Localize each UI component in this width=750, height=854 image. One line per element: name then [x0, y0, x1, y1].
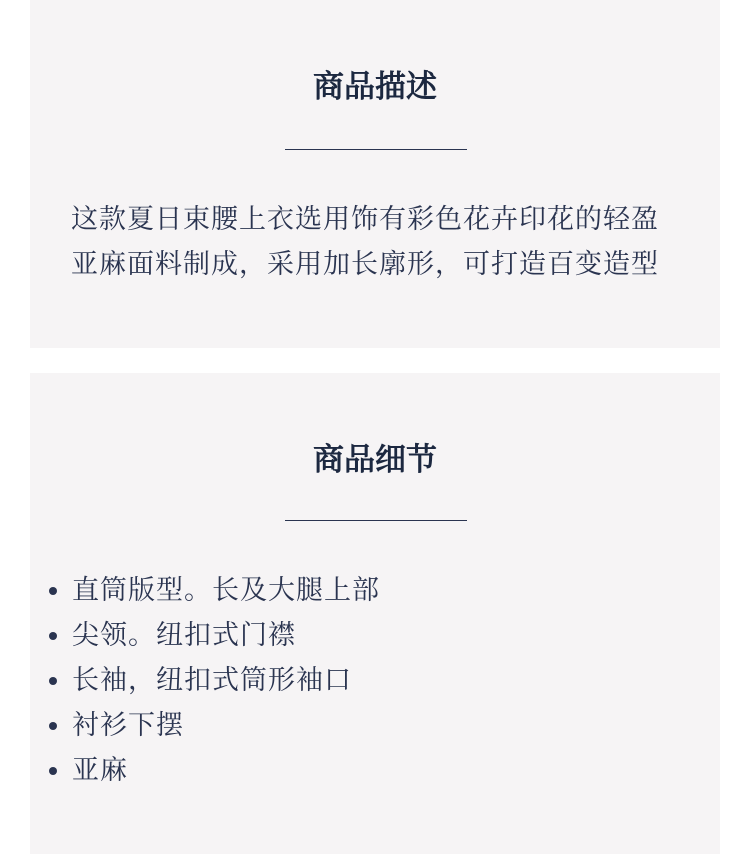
description-text: 这款夏日束腰上衣选用饰有彩色花卉印花的轻盈亚麻面料制成，采用加长廓形，可打造百变造型	[71, 204, 659, 280]
list-item	[30, 748, 720, 793]
details-divider	[285, 520, 467, 521]
description-card	[30, 0, 720, 348]
bullet-icon	[49, 587, 57, 595]
bullet-icon	[49, 722, 57, 730]
list-item-label: 长袖，纽扣式筒形袖口	[72, 665, 352, 696]
list-item	[30, 568, 720, 613]
list-item	[30, 658, 720, 703]
details-card	[30, 373, 720, 854]
description-title: 商品描述	[313, 69, 437, 105]
bullet-icon	[49, 677, 57, 685]
list-item	[30, 613, 720, 658]
bullet-icon	[49, 632, 57, 640]
list-item-label: 直筒版型。长及大腿上部	[72, 575, 380, 606]
list-item-label: 衬衫下摆	[72, 710, 184, 741]
details-list	[30, 568, 720, 793]
bullet-icon	[49, 767, 57, 775]
list-item	[30, 703, 720, 748]
list-item-label: 尖领。纽扣式门襟	[72, 620, 296, 651]
details-title: 商品细节	[313, 442, 437, 478]
description-divider	[285, 149, 467, 150]
list-item-label: 亚麻	[72, 755, 128, 786]
